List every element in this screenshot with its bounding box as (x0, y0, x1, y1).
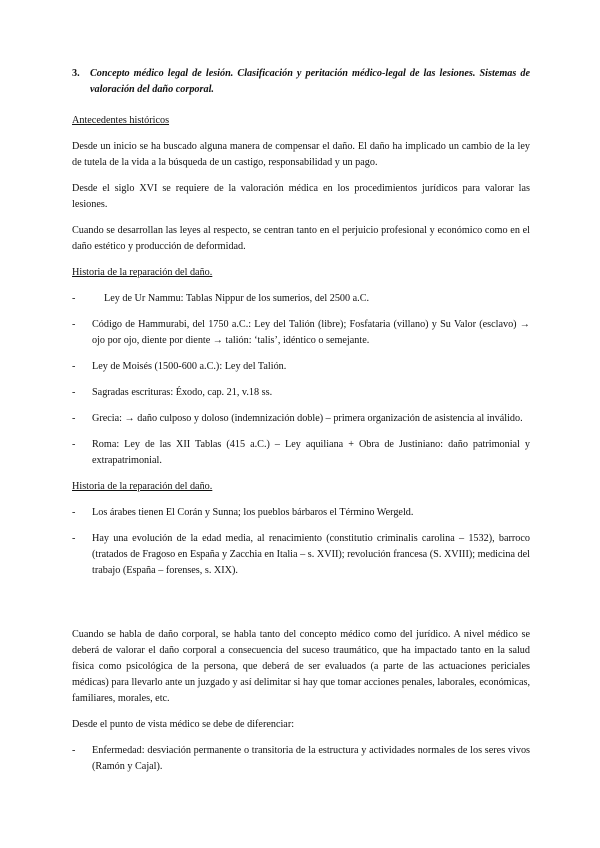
dash-marker: - (72, 293, 76, 304)
historia-subtitle: Historia de la reparación del daño. (72, 267, 213, 278)
dash-marker: - (72, 387, 76, 398)
dash-marker: - (72, 533, 76, 544)
section-number: 3. (72, 68, 80, 79)
list-item (72, 411, 530, 427)
paragraph: Desde un inicio se ha buscado alguna manera de compensar el daño. El daño ha implicado un cambio de la ley de tutela de la vida a la búsqueda de un castigo, responsabilidad y un pago. (72, 141, 530, 168)
list-item-text: Hay una evolución de la edad media, al renacimiento (constitutio criminalis carolina – 1532), barroco (tratados de Fragoso en España y Zacchia en Italia – s. XVII); revolución francesa (S. XVIII); medicina del trabajo (España – forenses, s. XIX). (92, 533, 530, 576)
section-title: Concepto médico legal de lesión. Clasificación y peritación médico-legal de las lesiones. Sistemas de valoración del daño corporal. (90, 68, 530, 95)
list-item-text: Código de Hammurabi, del 1750 a.C.: Ley del Talión (libre); Fosfataria (villano) y Su Valor (esclavo) → ojo por ojo, diente por diente → talión: ‘talis’, idéntico o semejante. (92, 319, 530, 346)
dash-marker: - (72, 745, 76, 756)
paragraph: Desde el punto de vista médico se debe de diferenciar: (72, 719, 295, 730)
list-item (72, 385, 530, 401)
list-item-text: Enfermedad: desviación permanente o transitoria de la estructura y actividades normales de los seres vivos (Ramón y Cajal). (92, 745, 530, 772)
list-item (72, 743, 530, 775)
list-item-text: Sagradas escrituras: Éxodo, cap. 21, v.18 ss. (92, 387, 273, 398)
paragraph: Cuando se habla de daño corporal, se habla tanto del concepto médico como del jurídico. A nivel médico se deberá de valorar el daño corporal a consecuencia del suceso traumático, que ha impactado tanto en la salud física como psicológica de la persona, que deberá de ser evaluados (a parte de las actuaciones periciales médicas) para llevarlo ante un juzgado y así delimitar si hay que tomar acciones penales, laborales, económicas, familiares, morales, etc. (72, 629, 530, 704)
historia-list (72, 291, 530, 469)
list-item (72, 359, 530, 375)
document-page (72, 66, 530, 785)
list-item-text: Roma: Ley de las XII Tablas (415 a.C.) – Ley aquiliana + Obra de Justiniano: daño patrimonial y extrapatrimonial. (92, 439, 530, 466)
list-item-text: Ley de Moisés (1500-600 a.C.): Ley del Talión. (92, 361, 287, 372)
spacer (72, 589, 530, 627)
list-item (72, 505, 530, 521)
dash-marker: - (72, 507, 76, 518)
antecedentes-subtitle: Antecedentes históricos (72, 115, 170, 126)
list-item (72, 291, 530, 307)
historia-list-2 (72, 505, 530, 579)
list-item (72, 437, 530, 469)
list-item (72, 317, 530, 349)
paragraph: Desde el siglo XVI se requiere de la valoración médica en los procedimientos jurídicos para valorar las lesiones. (72, 183, 530, 210)
dash-marker: - (72, 439, 76, 450)
section-heading (72, 66, 530, 98)
dash-marker: - (72, 413, 76, 424)
list-item-text: Los árabes tienen El Corán y Sunna; los pueblos bárbaros el Término Wergeld. (92, 507, 414, 518)
historia-subtitle-2: Historia de la reparación del daño. (72, 481, 213, 492)
dash-marker: - (72, 361, 76, 372)
paragraph: Cuando se desarrollan las leyes al respecto, se centran tanto en el perjuicio profesional y económico como en el daño estético y producción de deformidad. (72, 225, 530, 252)
dash-marker: - (72, 319, 76, 330)
list-item-text: Grecia: → daño culposo y doloso (indemnización doble) – primera organización de asistencia al inválido. (92, 413, 523, 424)
list-item-text: Ley de Ur Nammu: Tablas Nippur de los sumerios, del 2500 a.C. (104, 293, 370, 304)
list-item (72, 531, 530, 579)
diferenciar-list (72, 743, 530, 775)
